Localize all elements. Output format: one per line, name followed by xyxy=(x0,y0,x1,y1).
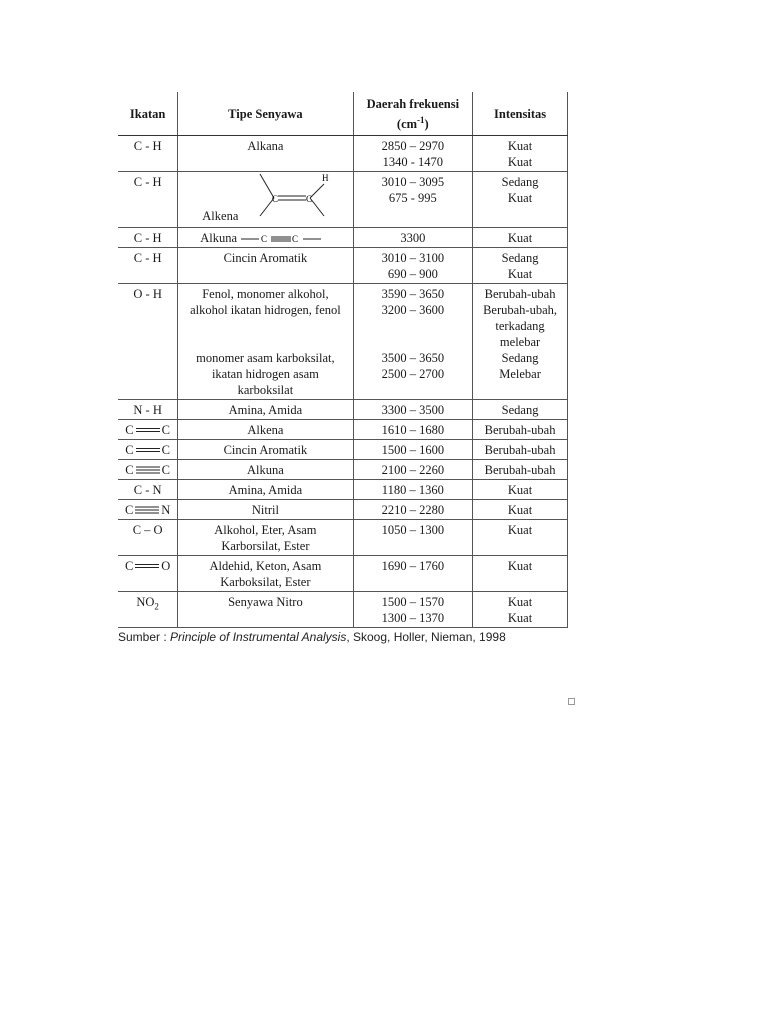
frekuensi-line: 3010 – 3095 xyxy=(381,175,445,189)
header-tipe-senyawa: Tipe Senyawa xyxy=(178,92,353,136)
intensitas-line xyxy=(475,382,565,398)
tipe-cell xyxy=(178,228,353,248)
intensitas-line: Sedang xyxy=(501,175,539,189)
frekuensi-line: 2100 – 2260 xyxy=(381,463,445,478)
frekuensi-line: 1180 – 1360 xyxy=(381,483,444,498)
header-intensitas: Intensitas xyxy=(473,92,568,136)
intensitas-line: Kuat xyxy=(507,595,533,610)
frekuensi-line: 690 – 900 xyxy=(387,267,438,282)
ikatan-cell xyxy=(118,228,178,248)
frekuensi-line: 2500 – 2700 xyxy=(381,367,445,382)
structure-atom-label: H xyxy=(322,173,329,183)
bond-atom: C xyxy=(124,559,134,574)
frekuensi-line xyxy=(356,318,471,334)
ikatan-label: N - H xyxy=(133,403,162,418)
frekuensi-cell xyxy=(353,136,473,172)
ikatan-cell xyxy=(118,440,178,460)
intensitas-cell xyxy=(473,500,568,520)
structure-atom-label: C xyxy=(292,234,299,245)
ikatan-cell xyxy=(118,136,178,172)
ikatan-cell xyxy=(118,592,178,628)
bond-atom: O xyxy=(161,559,171,574)
ikatan-cell xyxy=(118,400,178,420)
intensitas-line: Berubah-ubah xyxy=(484,463,556,478)
frekuensi-line: 1500 – 1570 xyxy=(381,595,445,610)
intensitas-line: terkadang xyxy=(495,319,545,334)
ikatan-cell xyxy=(118,420,178,440)
intensitas-cell xyxy=(473,172,568,228)
frekuensi-cell xyxy=(353,420,473,440)
tipe-line: Alkena xyxy=(247,423,284,438)
tipe-line xyxy=(180,334,350,350)
tipe-cell xyxy=(178,284,353,400)
frekuensi-line: 3200 – 3600 xyxy=(381,303,445,318)
ikatan-cell xyxy=(118,480,178,500)
structure-atom-label: C xyxy=(272,194,279,204)
tipe-line: karboksilat xyxy=(237,383,294,398)
source-title: Principle of Instrumental Analysis xyxy=(170,630,347,645)
ikatan-cell xyxy=(118,520,178,556)
ikatan-cell xyxy=(118,284,178,400)
frekuensi-cell xyxy=(353,172,473,228)
ikatan-label: C - H xyxy=(133,251,162,266)
tipe-cell xyxy=(178,248,353,284)
tipe-line: alkohol ikatan hidrogen, fenol xyxy=(190,303,341,318)
frekuensi-cell xyxy=(353,248,473,284)
frekuensi-cell xyxy=(353,228,473,248)
frekuensi-cell xyxy=(353,592,473,628)
tipe-cell xyxy=(178,480,353,500)
frekuensi-cell xyxy=(353,500,473,520)
bond-atom: C xyxy=(124,503,134,518)
source-citation xyxy=(118,630,578,644)
frekuensi-line: 1690 – 1760 xyxy=(381,559,445,574)
double-bond-icon xyxy=(135,425,161,435)
bond-formula xyxy=(125,422,170,438)
tipe-line: Karboksilat, Ester xyxy=(220,575,311,590)
triple-bond-icon xyxy=(134,505,160,515)
tipe-line: Alkuna xyxy=(200,231,238,245)
frekuensi-line: 1300 – 1370 xyxy=(381,611,445,626)
tipe-line: ikatan hidrogen asam xyxy=(211,367,319,382)
intensitas-line: Berubah-ubah, xyxy=(483,303,558,318)
intensitas-line: Kuat xyxy=(507,611,533,626)
table-header-row xyxy=(118,92,568,136)
tipe-line: Amina, Amida xyxy=(228,483,303,498)
tipe-line: Senyawa Nitro xyxy=(228,595,303,610)
tipe-cell xyxy=(178,172,353,228)
ikatan-label: C - H xyxy=(133,139,162,153)
ikatan-label: NO xyxy=(136,595,155,610)
bond-atom: C xyxy=(161,463,170,478)
tipe-line: Karborsilat, Ester xyxy=(221,539,310,554)
table-row xyxy=(118,440,568,460)
ikatan-cell xyxy=(118,248,178,284)
tipe-cell xyxy=(178,420,353,440)
tipe-line: Alkana xyxy=(247,139,284,153)
source-suffix: , Skoog, Holler, Nieman, 1998 xyxy=(346,630,506,645)
triple-bond-icon xyxy=(135,465,161,475)
ikatan-subscript: 2 xyxy=(154,601,159,612)
frekuensi-line: 3500 – 3650 xyxy=(381,351,445,366)
tipe-line xyxy=(180,318,350,334)
intensitas-cell xyxy=(473,284,568,400)
intensitas-cell xyxy=(473,592,568,628)
frekuensi-cell xyxy=(353,400,473,420)
intensitas-cell xyxy=(473,460,568,480)
intensitas-line: Kuat xyxy=(507,155,533,169)
frekuensi-line xyxy=(356,382,471,398)
table-row xyxy=(118,228,568,248)
header-daerah-frekuensi xyxy=(353,92,473,136)
header-daerah-unit: $(cm^{-1})$ xyxy=(396,114,429,132)
bond-atom: C xyxy=(125,443,134,458)
tipe-line: Amina, Amida xyxy=(228,403,303,418)
frekuensi-line: 2850 – 2970 xyxy=(381,139,445,153)
ikatan-label: C - H xyxy=(133,175,162,189)
frekuensi-line: 1050 – 1300 xyxy=(381,523,445,538)
intensitas-line: melebar xyxy=(499,335,541,350)
intensitas-line: Kuat xyxy=(507,191,533,205)
frekuensi-line: 3300 xyxy=(400,231,426,245)
bond-atom: C xyxy=(161,423,170,438)
table-row xyxy=(118,136,568,172)
frekuensi-cell xyxy=(353,460,473,480)
intensitas-line: Sedang xyxy=(501,403,539,418)
bond-atom: C xyxy=(125,423,134,438)
frekuensi-line: 2210 – 2280 xyxy=(381,503,445,518)
frekuensi-line xyxy=(356,334,471,350)
tipe-line: Alkuna xyxy=(247,463,284,478)
intensitas-line: Sedang xyxy=(501,251,539,266)
intensitas-cell xyxy=(473,136,568,172)
tipe-cell xyxy=(178,556,353,592)
intensitas-cell xyxy=(473,248,568,284)
bond-formula xyxy=(125,462,170,478)
intensitas-cell xyxy=(473,420,568,440)
intensitas-line: Kuat xyxy=(507,559,533,574)
ikatan-label: C - H xyxy=(133,231,162,245)
ikatan-label: O - H xyxy=(133,287,162,302)
table-row xyxy=(118,460,568,480)
bond-formula xyxy=(125,502,170,518)
header-daerah-label: Daerah frekuensi xyxy=(366,96,460,111)
table-row xyxy=(118,284,568,400)
double-bond-icon xyxy=(135,445,161,455)
intensitas-line: Kuat xyxy=(507,139,533,153)
ikatan-cell xyxy=(118,500,178,520)
intensitas-line: Berubah-ubah xyxy=(484,287,556,302)
intensitas-cell xyxy=(473,228,568,248)
intensitas-cell xyxy=(473,520,568,556)
document xyxy=(118,92,578,644)
source-prefix: Sumber : xyxy=(118,630,171,645)
bond-atom: C xyxy=(161,443,170,458)
bond-atom: N xyxy=(161,503,171,518)
ikatan-label: C – O xyxy=(132,523,163,538)
intensitas-line: Kuat xyxy=(507,503,533,518)
frekuensi-cell xyxy=(353,284,473,400)
tipe-cell xyxy=(178,500,353,520)
ir-frequency-table xyxy=(118,92,568,628)
ikatan-label: C - N xyxy=(133,483,162,498)
frekuensi-cell xyxy=(353,520,473,556)
ikatan-cell xyxy=(118,460,178,480)
tipe-cell xyxy=(178,440,353,460)
tipe-line: Nitril xyxy=(251,503,279,518)
frekuensi-cell xyxy=(353,480,473,500)
bond-formula xyxy=(125,558,170,574)
tipe-cell xyxy=(178,592,353,628)
intensitas-cell xyxy=(473,480,568,500)
structure-atom-label: C xyxy=(261,234,268,245)
alkyne-structure-icon xyxy=(241,232,321,246)
intensitas-line: Kuat xyxy=(507,523,533,538)
intensitas-cell xyxy=(473,440,568,460)
bond-formula xyxy=(125,442,170,458)
intensitas-cell xyxy=(473,400,568,420)
tipe-line: monomer asam karboksilat, xyxy=(196,351,335,366)
bond-atom: C xyxy=(125,463,134,478)
frekuensi-line: 1340 - 1470 xyxy=(382,155,444,169)
tipe-cell xyxy=(178,400,353,420)
frekuensi-line: 3010 – 3100 xyxy=(381,251,445,266)
page-edge-marker xyxy=(568,698,575,705)
table-row xyxy=(118,172,568,228)
table-row xyxy=(118,480,568,500)
intensitas-line: Kuat xyxy=(507,231,533,245)
tipe-cell xyxy=(178,136,353,172)
table-body xyxy=(118,136,568,628)
tipe-line: Fenol, monomer alkohol, xyxy=(202,287,329,302)
double-bond-icon xyxy=(134,561,160,571)
frekuensi-line: 1500 – 1600 xyxy=(381,443,445,458)
intensitas-line: Berubah-ubah xyxy=(484,423,556,438)
intensitas-cell xyxy=(473,556,568,592)
header-ikatan: Ikatan xyxy=(118,92,178,136)
alkene-structure-icon xyxy=(248,172,338,224)
frekuensi-line: 1610 – 1680 xyxy=(381,423,445,438)
table-row xyxy=(118,556,568,592)
tipe-line: Alkena xyxy=(202,209,239,223)
table-row xyxy=(118,592,568,628)
table-row xyxy=(118,248,568,284)
frekuensi-cell xyxy=(353,440,473,460)
ikatan-cell xyxy=(118,556,178,592)
tipe-line: Cincin Aromatik xyxy=(223,251,308,266)
intensitas-line: Kuat xyxy=(507,267,533,282)
tipe-line: Cincin Aromatik xyxy=(223,443,308,458)
frekuensi-cell xyxy=(353,556,473,592)
frekuensi-line: 675 - 995 xyxy=(388,191,437,205)
tipe-cell xyxy=(178,520,353,556)
tipe-line: Aldehid, Keton, Asam xyxy=(209,559,322,574)
tipe-line: Alkohol, Eter, Asam xyxy=(214,523,317,538)
intensitas-line: Sedang xyxy=(501,351,539,366)
intensitas-line: Berubah-ubah xyxy=(484,443,556,458)
table-row xyxy=(118,520,568,556)
table-row xyxy=(118,420,568,440)
frekuensi-line: 3300 – 3500 xyxy=(381,403,445,418)
frekuensi-line: 3590 – 3650 xyxy=(381,287,445,302)
table-row xyxy=(118,400,568,420)
intensitas-line: Melebar xyxy=(499,367,541,382)
table-row xyxy=(118,500,568,520)
intensitas-line: Kuat xyxy=(507,483,533,498)
ikatan-cell xyxy=(118,172,178,228)
structure-atom-label: C xyxy=(306,194,313,204)
tipe-cell xyxy=(178,460,353,480)
